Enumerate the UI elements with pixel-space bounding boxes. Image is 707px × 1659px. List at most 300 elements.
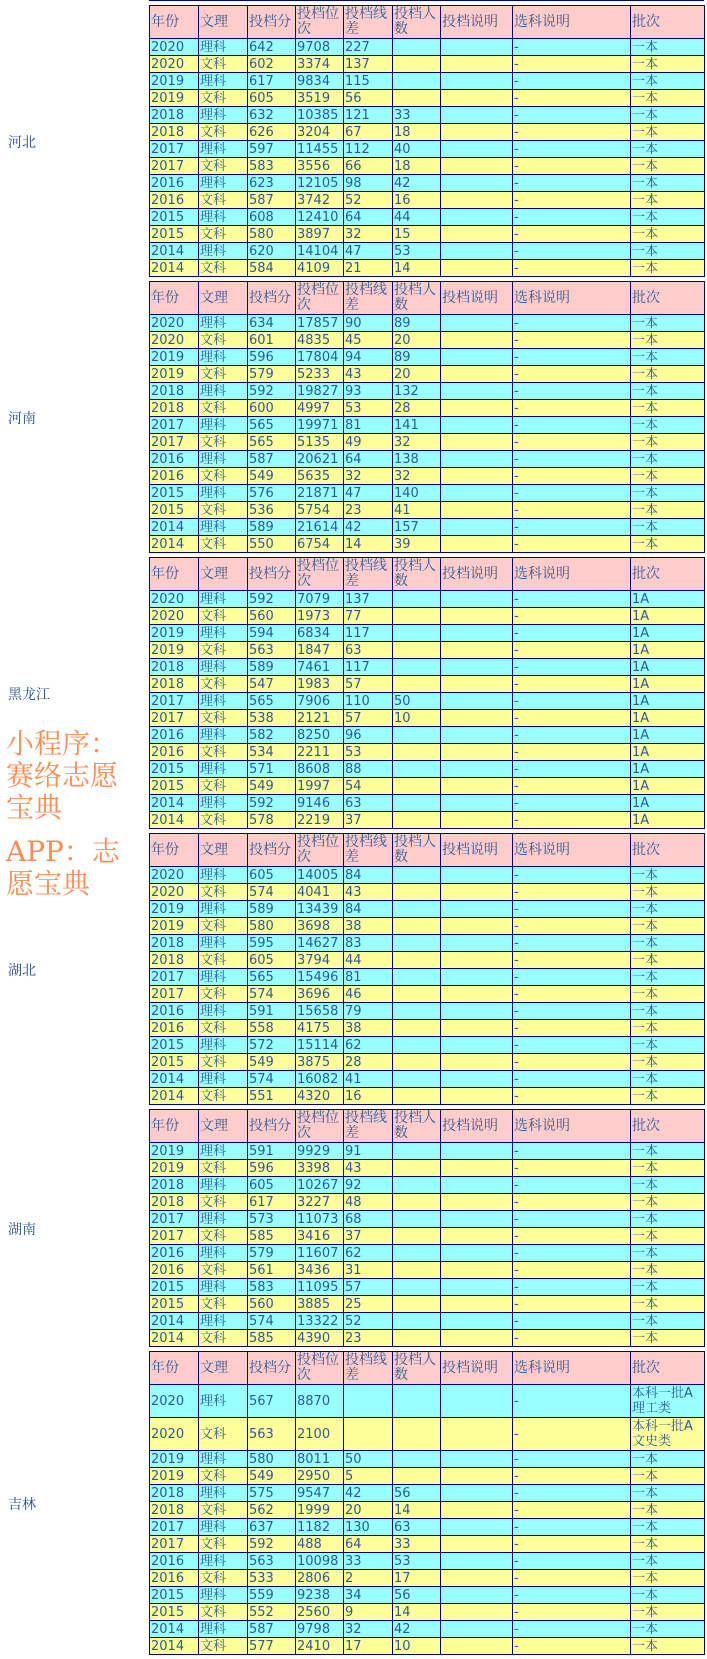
cell-batch: 1A (631, 625, 705, 642)
cell-rank: 11095 (296, 1279, 344, 1296)
column-header-count: 投档人数 (393, 834, 441, 867)
cell-year: 2015 (150, 1296, 199, 1313)
cell-score: 567 (248, 1385, 296, 1418)
cell-note (441, 1143, 513, 1160)
cell-note (441, 591, 513, 608)
cell-batch: 一本 (631, 192, 705, 209)
cell-count (393, 727, 441, 744)
cell-line-diff: 63 (344, 642, 393, 659)
cell-rank: 3398 (296, 1160, 344, 1177)
cell-rank: 2410 (296, 1638, 344, 1655)
cell-rank: 1997 (296, 778, 344, 795)
cell-category: 理科 (199, 417, 248, 434)
cell-rank: 16082 (296, 1071, 344, 1088)
admission-table (149, 1351, 705, 1655)
table-row (150, 485, 705, 502)
cell-batch: 一本 (631, 349, 705, 366)
column-header-count: 投档人数 (393, 282, 441, 315)
cell-count: 56 (393, 1485, 441, 1502)
cell-subject-note: - (513, 693, 631, 710)
cell-count (393, 1418, 441, 1451)
cell-year: 2017 (150, 986, 199, 1003)
cell-year: 2020 (150, 867, 199, 884)
cell-score: 589 (248, 519, 296, 536)
cell-line-diff: 41 (344, 1071, 393, 1088)
column-header-category: 文理 (199, 6, 248, 39)
cell-note (441, 1621, 513, 1638)
cell-year: 2016 (150, 451, 199, 468)
cell-note (441, 795, 513, 812)
table-row (150, 1570, 705, 1587)
cell-note (441, 969, 513, 986)
table-row (150, 1621, 705, 1638)
cell-count (393, 918, 441, 935)
cell-rank: 3436 (296, 1262, 344, 1279)
cell-batch: 一本 (631, 1296, 705, 1313)
cell-category: 文科 (199, 332, 248, 349)
cell-subject-note: - (513, 1604, 631, 1621)
cell-count (393, 56, 441, 73)
cell-line-diff: 96 (344, 727, 393, 744)
cell-batch: 1A (631, 693, 705, 710)
cell-subject-note: - (513, 1621, 631, 1638)
cell-note (441, 1177, 513, 1194)
cell-year: 2017 (150, 141, 199, 158)
cell-year: 2020 (150, 608, 199, 625)
table-row (150, 468, 705, 485)
cell-subject-note: - (513, 383, 631, 400)
cell-subject-note: - (513, 366, 631, 383)
table-row (150, 1262, 705, 1279)
cell-rank: 17857 (296, 315, 344, 332)
cell-note (441, 141, 513, 158)
cell-line-diff: 81 (344, 969, 393, 986)
cell-category: 文科 (199, 1194, 248, 1211)
cell-note (441, 400, 513, 417)
cell-batch: 一本 (631, 1143, 705, 1160)
cell-batch: 1A (631, 727, 705, 744)
cell-year: 2014 (150, 536, 199, 553)
cell-score: 549 (248, 1054, 296, 1071)
cell-category: 文科 (199, 1638, 248, 1655)
cell-rank: 10385 (296, 107, 344, 124)
table-row (150, 1228, 705, 1245)
table-row (150, 676, 705, 693)
cell-score: 580 (248, 1451, 296, 1468)
cell-subject-note: - (513, 349, 631, 366)
table-row (150, 519, 705, 536)
cell-batch: 一本 (631, 536, 705, 553)
cell-year: 2020 (150, 884, 199, 901)
cell-score: 587 (248, 1621, 296, 1638)
cell-batch: 一本 (631, 434, 705, 451)
cell-line-diff: 43 (344, 366, 393, 383)
province-label: 河北 (8, 134, 36, 151)
table-row (150, 1604, 705, 1621)
cell-subject-note: - (513, 1485, 631, 1502)
cell-rank: 3698 (296, 918, 344, 935)
column-header-year: 年份 (150, 6, 199, 39)
cell-score: 575 (248, 1485, 296, 1502)
column-header-line-diff: 投档线差 (344, 558, 393, 591)
cell-rank: 5754 (296, 502, 344, 519)
cell-line-diff: 16 (344, 1088, 393, 1105)
cell-count: 53 (393, 243, 441, 260)
cell-year: 2016 (150, 175, 199, 192)
cell-year: 2016 (150, 1262, 199, 1279)
cell-line-diff: 91 (344, 1143, 393, 1160)
cell-subject-note: - (513, 124, 631, 141)
cell-note (441, 659, 513, 676)
cell-score: 589 (248, 659, 296, 676)
cell-year: 2015 (150, 226, 199, 243)
cell-note (441, 192, 513, 209)
column-header-count: 投档人数 (393, 6, 441, 39)
cell-subject-note: - (513, 986, 631, 1003)
column-header-batch: 批次 (631, 834, 705, 867)
column-header-score: 投档分 (248, 1352, 296, 1385)
cell-subject-note: - (513, 901, 631, 918)
column-header-batch: 批次 (631, 1110, 705, 1143)
cell-line-diff: 112 (344, 141, 393, 158)
cell-score: 605 (248, 1177, 296, 1194)
table-row (150, 1245, 705, 1262)
cell-year: 2014 (150, 812, 199, 829)
column-header-rank: 投档位次 (296, 558, 344, 591)
cell-count (393, 812, 441, 829)
cell-count: 39 (393, 536, 441, 553)
cell-score: 549 (248, 468, 296, 485)
cell-count (393, 795, 441, 812)
cell-score: 587 (248, 192, 296, 209)
cell-note (441, 519, 513, 536)
cell-note (441, 744, 513, 761)
table-row (150, 867, 705, 884)
table-row (150, 1418, 705, 1451)
cell-count (393, 1160, 441, 1177)
cell-score: 551 (248, 1088, 296, 1105)
column-header-note: 投档说明 (441, 558, 513, 591)
table-row (150, 812, 705, 829)
table-row (150, 1211, 705, 1228)
cell-line-diff: 137 (344, 591, 393, 608)
cell-year: 2018 (150, 676, 199, 693)
cell-year: 2019 (150, 1468, 199, 1485)
cell-rank: 3416 (296, 1228, 344, 1245)
cell-subject-note: - (513, 1313, 631, 1330)
cell-line-diff: 81 (344, 417, 393, 434)
cell-category: 理科 (199, 1385, 248, 1418)
column-header-count: 投档人数 (393, 558, 441, 591)
cell-rank: 15496 (296, 969, 344, 986)
table-row (150, 1519, 705, 1536)
cell-score: 587 (248, 451, 296, 468)
cell-line-diff: 23 (344, 502, 393, 519)
cell-rank: 3519 (296, 90, 344, 107)
table-row (150, 642, 705, 659)
cell-category: 理科 (199, 867, 248, 884)
cell-rank: 2219 (296, 812, 344, 829)
cell-category: 文科 (199, 778, 248, 795)
cell-line-diff: 62 (344, 1245, 393, 1262)
cell-score: 574 (248, 884, 296, 901)
cell-note (441, 812, 513, 829)
cell-count: 42 (393, 175, 441, 192)
cell-score: 605 (248, 952, 296, 969)
cell-category: 文科 (199, 1296, 248, 1313)
cell-batch: 一本 (631, 1621, 705, 1638)
cell-note (441, 1519, 513, 1536)
cell-note (441, 209, 513, 226)
cell-category: 文科 (199, 1536, 248, 1553)
cell-category: 理科 (199, 1211, 248, 1228)
cell-rank: 6754 (296, 536, 344, 553)
cell-line-diff: 57 (344, 710, 393, 727)
cell-score: 583 (248, 1279, 296, 1296)
cell-batch: 一本 (631, 901, 705, 918)
column-header-batch: 批次 (631, 6, 705, 39)
cell-line-diff: 38 (344, 918, 393, 935)
cell-batch: 一本 (631, 1020, 705, 1037)
cell-rank: 8870 (296, 1385, 344, 1418)
column-header-batch: 批次 (631, 558, 705, 591)
table-row (150, 1451, 705, 1468)
cell-score: 634 (248, 315, 296, 332)
cell-score: 583 (248, 158, 296, 175)
cell-year: 2019 (150, 642, 199, 659)
cell-batch: 一本 (631, 417, 705, 434)
table-row (150, 56, 705, 73)
cell-score: 563 (248, 642, 296, 659)
cell-rank: 2950 (296, 1468, 344, 1485)
cell-subject-note: - (513, 761, 631, 778)
cell-category: 文科 (199, 468, 248, 485)
cell-line-diff: 62 (344, 1037, 393, 1054)
cell-note (441, 1003, 513, 1020)
cell-score: 549 (248, 778, 296, 795)
cell-batch: 1A (631, 642, 705, 659)
cell-year: 2018 (150, 659, 199, 676)
cell-year: 2017 (150, 1211, 199, 1228)
cell-rank: 9929 (296, 1143, 344, 1160)
cell-score: 547 (248, 676, 296, 693)
cell-batch: 一本 (631, 1330, 705, 1347)
cell-count: 10 (393, 1638, 441, 1655)
cell-category: 文科 (199, 56, 248, 73)
table-row (150, 1385, 705, 1418)
cell-count (393, 935, 441, 952)
cell-batch: 1A (631, 812, 705, 829)
cell-subject-note: - (513, 591, 631, 608)
cell-note (441, 1570, 513, 1587)
table-row (150, 1313, 705, 1330)
cell-line-diff: 52 (344, 192, 393, 209)
cell-score: 626 (248, 124, 296, 141)
cell-count (393, 1088, 441, 1105)
cell-category: 理科 (199, 935, 248, 952)
cell-year: 2019 (150, 901, 199, 918)
cell-score: 561 (248, 1262, 296, 1279)
cell-batch: 1A (631, 761, 705, 778)
cell-count (393, 1037, 441, 1054)
cell-note (441, 1296, 513, 1313)
cell-score: 589 (248, 901, 296, 918)
cell-subject-note: - (513, 1143, 631, 1160)
cell-year: 2020 (150, 1385, 199, 1418)
cell-batch: 一本 (631, 1211, 705, 1228)
cell-score: 538 (248, 710, 296, 727)
cell-batch: 一本 (631, 1638, 705, 1655)
table-header-row (150, 1352, 705, 1385)
cell-subject-note: - (513, 1177, 631, 1194)
cell-category: 文科 (199, 884, 248, 901)
cell-score: 580 (248, 918, 296, 935)
cell-subject-note: - (513, 884, 631, 901)
cell-score: 596 (248, 349, 296, 366)
table-header-row (150, 1110, 705, 1143)
column-header-year: 年份 (150, 282, 199, 315)
table-header-row (150, 282, 705, 315)
cell-count: 14 (393, 1604, 441, 1621)
cell-line-diff: 49 (344, 434, 393, 451)
cell-score: 558 (248, 1020, 296, 1037)
cell-rank: 1999 (296, 1502, 344, 1519)
table-header-row (150, 834, 705, 867)
table-row (150, 502, 705, 519)
cell-category: 文科 (199, 642, 248, 659)
cell-note (441, 1228, 513, 1245)
cell-batch: 一本 (631, 1071, 705, 1088)
table-row (150, 90, 705, 107)
cell-category: 文科 (199, 1330, 248, 1347)
cell-category: 理科 (199, 1279, 248, 1296)
cell-subject-note: - (513, 744, 631, 761)
cell-score: 549 (248, 1468, 296, 1485)
cell-count (393, 608, 441, 625)
cell-year: 2015 (150, 502, 199, 519)
cell-category: 文科 (199, 192, 248, 209)
cell-category: 理科 (199, 1485, 248, 1502)
cell-line-diff: 20 (344, 1502, 393, 1519)
cell-category: 理科 (199, 761, 248, 778)
cell-subject-note: - (513, 1279, 631, 1296)
cell-subject-note: - (513, 1088, 631, 1105)
cell-note (441, 1502, 513, 1519)
cell-rank: 7461 (296, 659, 344, 676)
cell-year: 2019 (150, 90, 199, 107)
table-row (150, 192, 705, 209)
cell-subject-note: - (513, 1003, 631, 1020)
cell-rank: 8011 (296, 1451, 344, 1468)
cell-note (441, 676, 513, 693)
cell-year: 2017 (150, 158, 199, 175)
cell-note (441, 608, 513, 625)
table-row (150, 1160, 705, 1177)
table-row (150, 383, 705, 400)
cell-year: 2016 (150, 744, 199, 761)
cell-batch: 一本 (631, 1519, 705, 1536)
cell-category: 文科 (199, 1160, 248, 1177)
province-label: 湖北 (8, 962, 36, 979)
cell-score: 632 (248, 107, 296, 124)
cell-score: 562 (248, 1502, 296, 1519)
cell-year: 2015 (150, 209, 199, 226)
cell-rank: 5135 (296, 434, 344, 451)
column-header-batch: 批次 (631, 282, 705, 315)
table-row (150, 107, 705, 124)
cell-year: 2014 (150, 1071, 199, 1088)
cell-category: 文科 (199, 744, 248, 761)
cell-line-diff: 9 (344, 1604, 393, 1621)
column-header-subject-note: 选科说明 (513, 558, 631, 591)
cell-subject-note: - (513, 1228, 631, 1245)
table-row (150, 625, 705, 642)
cell-score: 579 (248, 366, 296, 383)
cell-batch: 一本 (631, 1553, 705, 1570)
cell-category: 文科 (199, 812, 248, 829)
table-row (150, 1485, 705, 1502)
cell-subject-note: - (513, 969, 631, 986)
cell-rank: 12105 (296, 175, 344, 192)
cell-count: 89 (393, 349, 441, 366)
cell-note (441, 935, 513, 952)
cell-note (441, 710, 513, 727)
table-row (150, 778, 705, 795)
cell-line-diff: 45 (344, 332, 393, 349)
table-header-row (150, 6, 705, 39)
column-header-rank: 投档位次 (296, 834, 344, 867)
table-row (150, 918, 705, 935)
cell-category: 文科 (199, 90, 248, 107)
cell-subject-note: - (513, 1211, 631, 1228)
table-row (150, 124, 705, 141)
table-row (150, 1194, 705, 1211)
cell-rank: 9146 (296, 795, 344, 812)
cell-note (441, 226, 513, 243)
cell-batch: 一本 (631, 485, 705, 502)
cell-rank: 3227 (296, 1194, 344, 1211)
cell-subject-note: - (513, 1037, 631, 1054)
table-row (150, 659, 705, 676)
cell-subject-note: - (513, 1160, 631, 1177)
cell-note (441, 468, 513, 485)
cell-batch: 一本 (631, 468, 705, 485)
cell-note (441, 1468, 513, 1485)
admission-table (149, 5, 705, 277)
cell-score: 560 (248, 608, 296, 625)
cell-line-diff: 46 (344, 986, 393, 1003)
cell-year: 2018 (150, 124, 199, 141)
cell-line-diff: 84 (344, 901, 393, 918)
cell-count (393, 901, 441, 918)
cell-batch: 一本 (631, 1088, 705, 1105)
cell-note (441, 918, 513, 935)
cell-note (441, 1037, 513, 1054)
column-header-category: 文理 (199, 558, 248, 591)
cell-year: 2015 (150, 1054, 199, 1071)
cell-batch: 一本 (631, 867, 705, 884)
table-row (150, 693, 705, 710)
cell-score: 602 (248, 56, 296, 73)
cell-subject-note: - (513, 676, 631, 693)
cell-count (393, 1262, 441, 1279)
cell-count (393, 676, 441, 693)
cell-year: 2015 (150, 778, 199, 795)
cell-count (393, 591, 441, 608)
cell-category: 理科 (199, 1003, 248, 1020)
cell-subject-note: - (513, 778, 631, 795)
cell-subject-note: - (513, 56, 631, 73)
